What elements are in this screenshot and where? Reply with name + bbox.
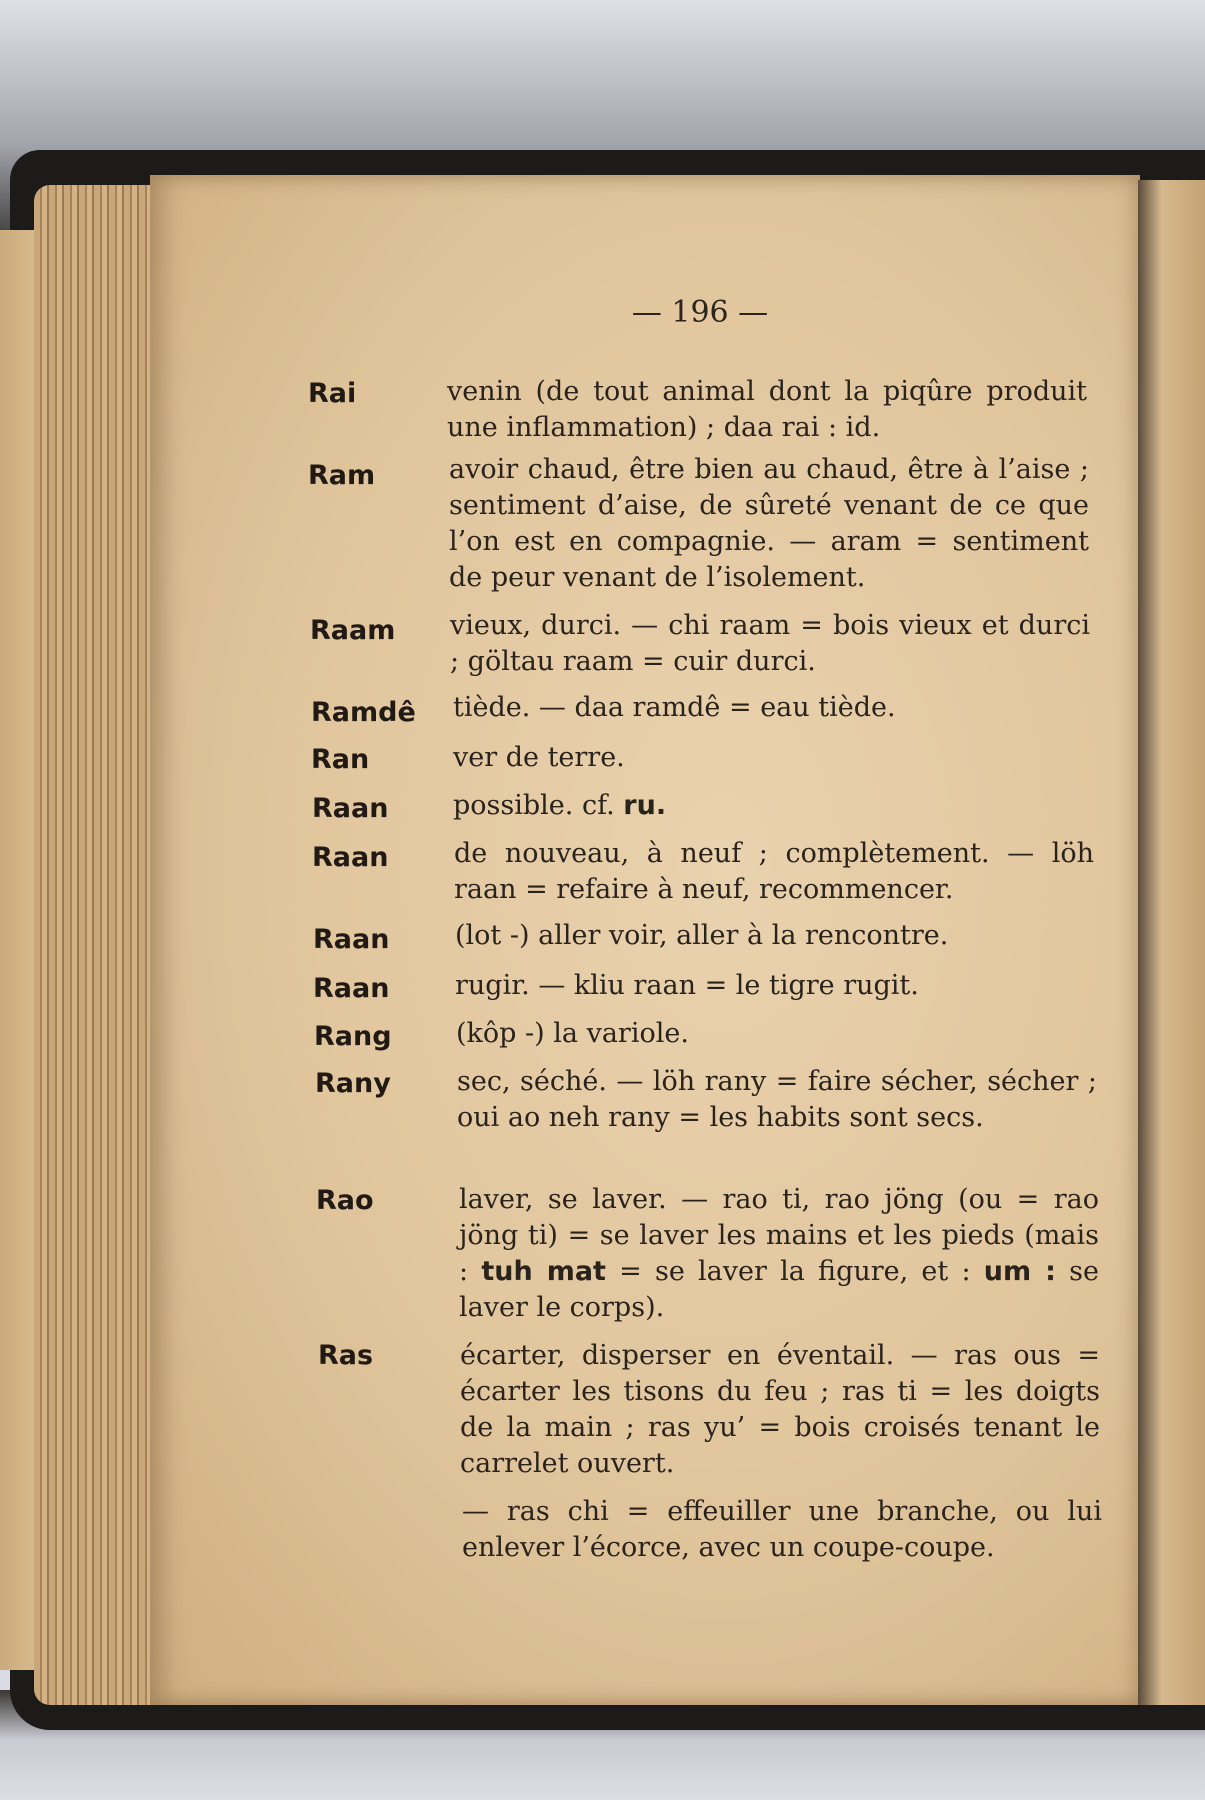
bold-term: um : (983, 1256, 1056, 1287)
headword: Ras (318, 1340, 374, 1371)
definition: ver de terre. (453, 742, 625, 773)
headword: Ramdê (311, 697, 416, 728)
definition: sec, séché. — löh rany = faire sécher, sécher ; oui ao neh rany = les habits sont secs. (457, 1066, 1097, 1133)
headword: Ram (308, 460, 376, 491)
cross-reference: ru. (623, 790, 667, 821)
definition (453, 788, 1093, 824)
definition: (lot -) aller voir, aller à la rencontre. (455, 920, 949, 951)
next-page-edge (1138, 180, 1205, 1705)
headword: Raan (312, 842, 389, 873)
headword: Ran (311, 744, 370, 775)
definition: de nouveau, à neuf ; complètement. — löh raan = refaire à neuf, recommencer. (454, 838, 1094, 905)
definition: vieux, durci. — chi raam = bois vieux et durci ; göltau raam = cuir durci. (450, 610, 1090, 677)
definition-text: = se laver la figure, et : (605, 1256, 984, 1287)
definition-continued: — ras chi = effeuiller une branche, ou lui enlever l’écorce, avec un coupe-coupe. (462, 1496, 1102, 1563)
headword: Raan (312, 793, 389, 824)
definition-text: laver, se laver. — rao ti, rao jöng (ou = rao jöng ti) = se laver les mains et les pieds (mais : (459, 1184, 1099, 1287)
headword: Rai (308, 378, 357, 409)
bold-term: tuh mat (481, 1256, 606, 1287)
headword: Raan (313, 973, 390, 1004)
definition: (kôp -) la variole. (456, 1018, 689, 1049)
definition-text: possible. cf. (453, 790, 624, 821)
headword: Raam (310, 615, 396, 646)
headword: Rang (314, 1021, 392, 1052)
headword: Rany (315, 1068, 391, 1099)
definition: écarter, disperser en éventail. — ras ous = écarter les tisons du feu ; ras ti = les doigts de la main ; ras yu’ = bois croisés tenant le carrelet ouvert. (460, 1340, 1100, 1479)
headword: Rao (316, 1185, 374, 1216)
definition: rugir. — kliu raan = le tigre rugit. (455, 970, 919, 1001)
page-number: — 196 — (631, 295, 769, 330)
definition: avoir chaud, être bien au chaud, être à l’aise ; sentiment d’aise, de sûreté venant de ce que l’on est en compagnie. — aram = sentiment de peur venant de l’isolement. (449, 454, 1089, 593)
headword: Raan (313, 924, 390, 955)
definition-text: se laver le corps). (459, 1256, 1099, 1323)
definition: venin (de tout animal dont la piqûre produit une inflammation) ; daa rai : id. (447, 376, 1087, 443)
definition (459, 1182, 1099, 1326)
definition: tiède. — daa ramdê = eau tiède. (453, 692, 896, 723)
